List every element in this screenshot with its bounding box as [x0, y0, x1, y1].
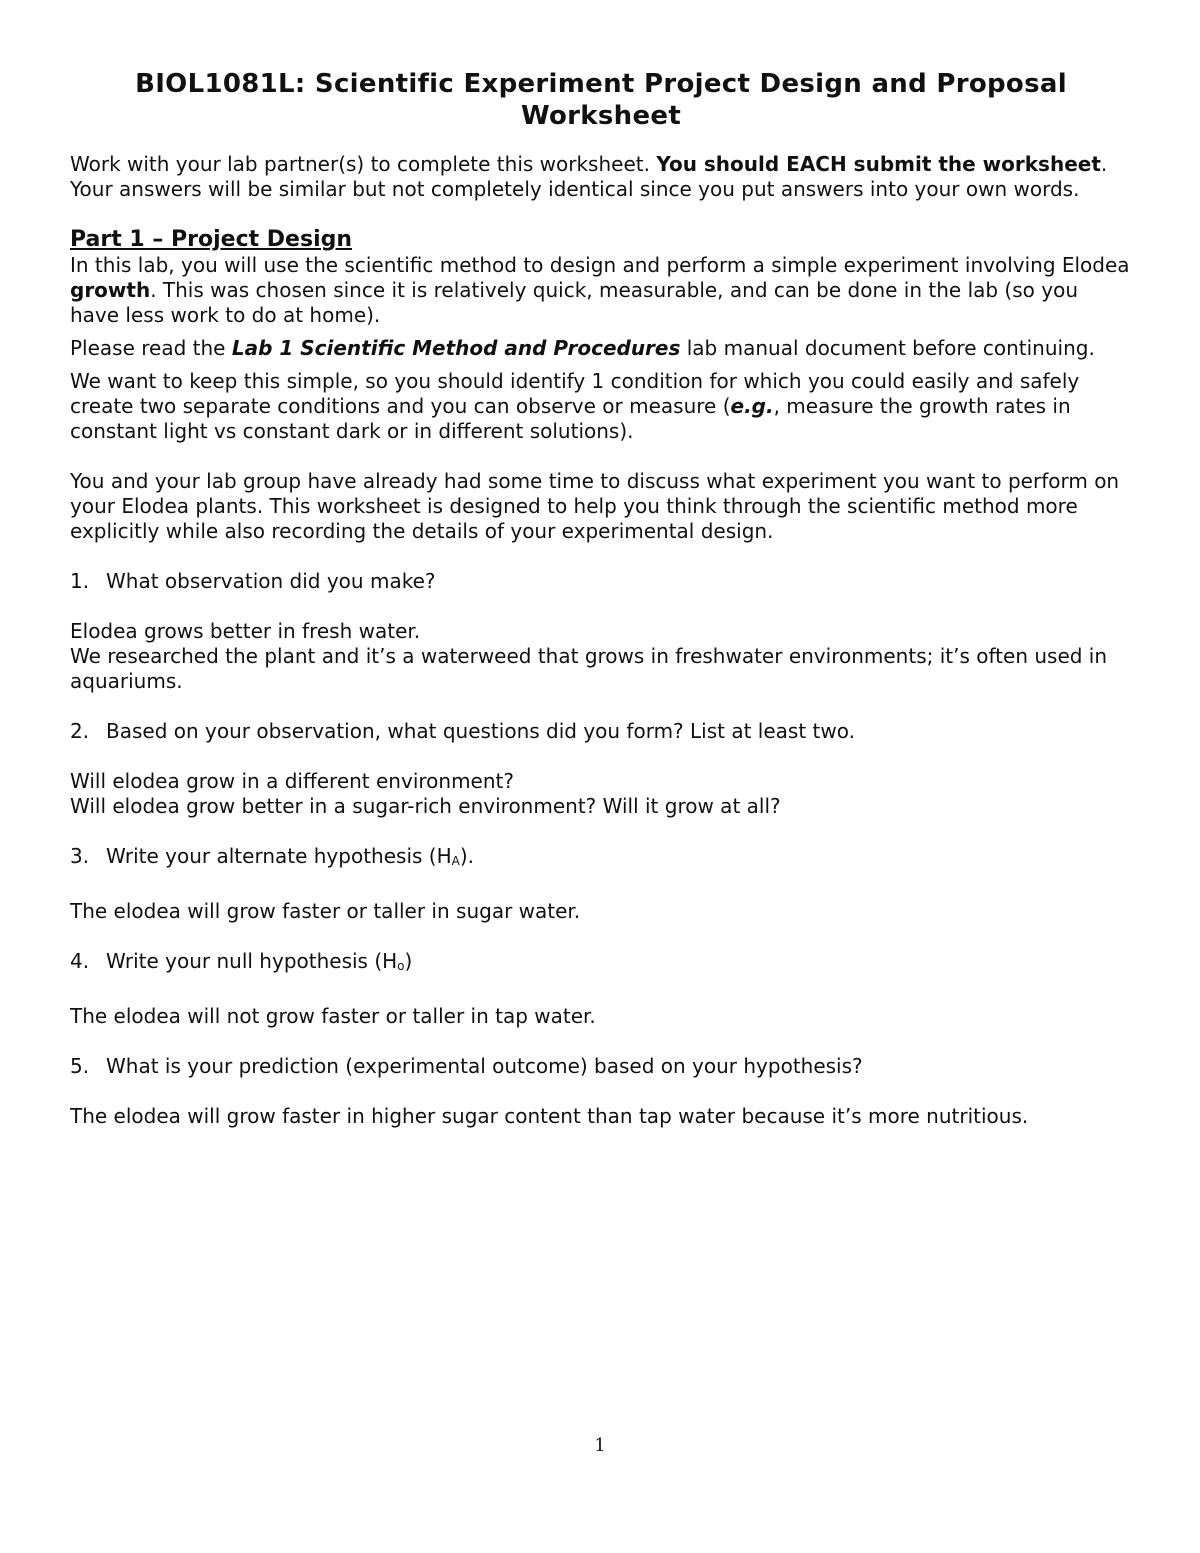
p2-bold-italic: Lab 1 Scientific Method and Procedures	[231, 336, 681, 360]
question-text: What is your prediction (experimental outcome) based on your hypothesis?	[106, 1054, 863, 1078]
part1-heading: Part 1 – Project Design	[70, 227, 353, 252]
answer-line: Elodea grows better in fresh water.	[70, 619, 421, 643]
p1-text-2: . This was chosen since it is relatively quick, measurable, and can be done in the lab (so you have less work to do at home).	[70, 278, 1078, 327]
question-number: 1.	[70, 569, 90, 593]
part1-paragraph-3	[70, 369, 1132, 444]
answer-1	[70, 619, 1132, 694]
answer-3	[70, 899, 1132, 924]
subscript-o: o	[397, 959, 405, 973]
question-number: 2.	[70, 719, 90, 743]
intro-paragraph	[70, 152, 1132, 202]
p1-text-1: In this lab, you will use the scientific method to design and perform a simple experiment involving Elodea	[70, 253, 1130, 277]
question-4	[70, 949, 1132, 979]
question-2	[70, 719, 1132, 744]
p2-text-1: Please read the	[70, 336, 232, 360]
document-title	[70, 68, 1132, 132]
part1-paragraph-4: You and your lab group have already had some time to discuss what experiment you want to perform on your Elodea plants. This worksheet is designed to help you think through the scientific method more explicitly while also recording the details of your experimental design.	[70, 469, 1120, 543]
answer-line: Will elodea grow in a different environment?	[70, 769, 514, 793]
answer-line: Will elodea grow better in a sugar-rich environment? Will it grow at all?	[70, 794, 781, 818]
question-3	[70, 844, 1132, 874]
answer-4	[70, 1004, 1132, 1029]
answer-line: The elodea will grow faster or taller in sugar water.	[70, 899, 581, 923]
intro-text-2: . Your answers will be similar but not completely identical since you put answers into your own words.	[70, 152, 1108, 201]
p3-bold-italic: e.g.	[730, 394, 774, 418]
subscript-a: A	[451, 854, 460, 868]
intro-bold: You should EACH submit the worksheet	[656, 152, 1101, 176]
question-text: What observation did you make?	[106, 569, 436, 593]
question-number: 5.	[70, 1054, 90, 1078]
answer-line: We researched the plant and it’s a waterweed that grows in freshwater environments; it’s often used in aquariums.	[70, 644, 1108, 693]
question-text-after: )	[404, 949, 413, 973]
answer-2	[70, 769, 1132, 819]
question-5	[70, 1054, 1132, 1079]
p3-text-1: We want to keep this simple, so you should identify 1 condition for which you could easily and safely create two separate conditions and you can observe or measure (	[70, 369, 1080, 418]
part1-paragraph-1	[70, 253, 1132, 328]
part1-paragraph-2	[70, 336, 1132, 361]
document-page	[70, 68, 1132, 1154]
p2-text-2: lab manual document before continuing.	[680, 336, 1095, 360]
title-line-2: Worksheet	[520, 101, 682, 131]
intro-text-1: Work with your lab partner(s) to complete this worksheet.	[70, 152, 657, 176]
answer-line: The elodea will grow faster in higher sugar content than tap water because it’s more nutritious.	[70, 1104, 1029, 1128]
title-line-1: BIOL1081L: Scientific Experiment Project Design and Proposal	[135, 69, 1067, 99]
answer-line: The elodea will not grow faster or taller in tap water.	[70, 1004, 596, 1028]
question-text: Based on your observation, what questions did you form? List at least two.	[106, 719, 855, 743]
p3-text-2: , measure the growth rates in constant light vs constant dark or in different solutions).	[70, 394, 1071, 443]
p1-bold: growth	[70, 278, 151, 302]
question-text: Write your null hypothesis (H	[106, 949, 398, 973]
answer-5	[70, 1104, 1132, 1129]
question-text-after: ).	[459, 844, 475, 868]
question-1	[70, 569, 1132, 594]
question-number: 4.	[70, 949, 90, 973]
question-text: Write your alternate hypothesis (H	[106, 844, 452, 868]
page-number: 1	[594, 1435, 606, 1456]
question-number: 3.	[70, 844, 90, 868]
